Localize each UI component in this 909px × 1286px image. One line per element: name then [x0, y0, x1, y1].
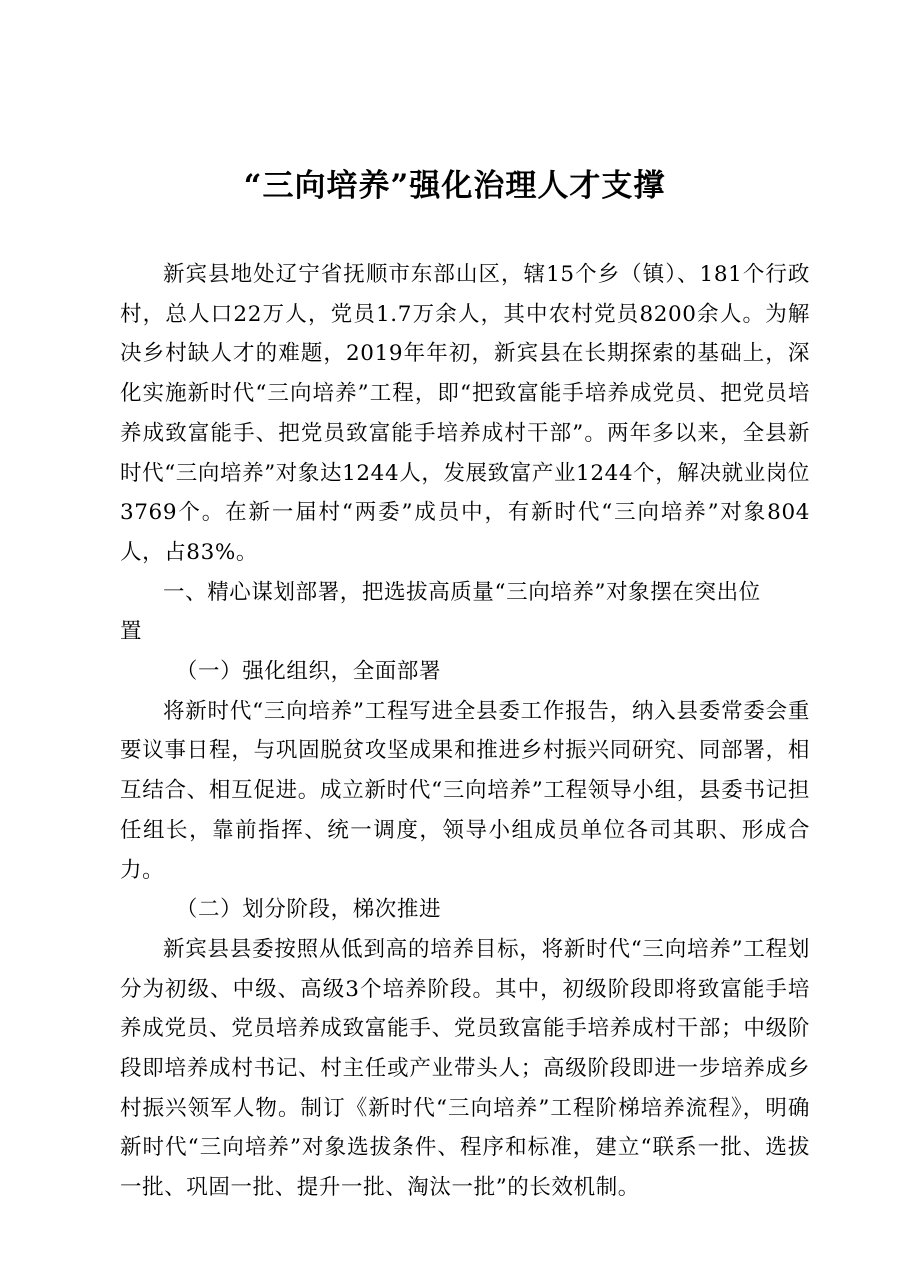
subsection-heading-1: （一）强化组织，全面部署 — [175, 659, 442, 685]
body-paragraph-stages: 新宾县县委按照从低到高的培养目标，将新时代“三向培养”工程划分为初级、中级、高级3个培养阶段。其中，初级阶段即将致富能手培养成党员、党员培养成致富能手、党员致富能手培养成村干部；中级阶段即培养成村书记、村主任或产业带头人；高级阶段即进一步培养成乡村振兴领军人物。制订《新时代“三向培养”工程阶梯培养流程》，明确新时代“三向培养”对象选拔条件、程序和标准，建立“联系一批、选拔一批、巩固一批、提升一批、淘汰一批”的长效机制。 — [120, 936, 810, 1201]
body-paragraph-organization: 将新时代“三向培养”工程写进全县委工作报告，纳入县委常委会重要议事日程，与巩固脱贫攻坚成果和推进乡村振兴同研究、同部署，相互结合、相互促进。成立新时代“三向培养”工程领导小组，县委书记担任组长，靠前指挥、统一调度，领导小组成员单位各司其职、形成合力。 — [120, 698, 810, 883]
section-heading-1: 一、精心谋划部署，把选拔高质量“三向培养”对象摆在突出位置 — [120, 579, 761, 645]
subsection-heading-2: （二）划分阶段，梯次推进 — [175, 897, 442, 923]
intro-paragraph: 新宾县地处辽宁省抚顺市东部山区，辖15个乡（镇）、181个行政村，总人口22万人，党员1.7万余人，其中农村党员8200余人。为解决乡村缺人才的难题，2019年年初，新宾县在长期探索的基础上，深化实施新时代“三向培养”工程，即“把致富能手培养成党员、把党员培养成致富能手、把党员致富能手培养成村干部”。两年多以来，全县新时代“三向培养”对象达1244人，发展致富产业1244个，解决就业岗位3769个。在新一届村“两委”成员中，有新时代“三向培养”对象804人，占83%。 — [120, 262, 810, 565]
document-body — [120, 255, 810, 1208]
document-title: “三向培养”强化治理人才支撑 — [243, 168, 666, 204]
